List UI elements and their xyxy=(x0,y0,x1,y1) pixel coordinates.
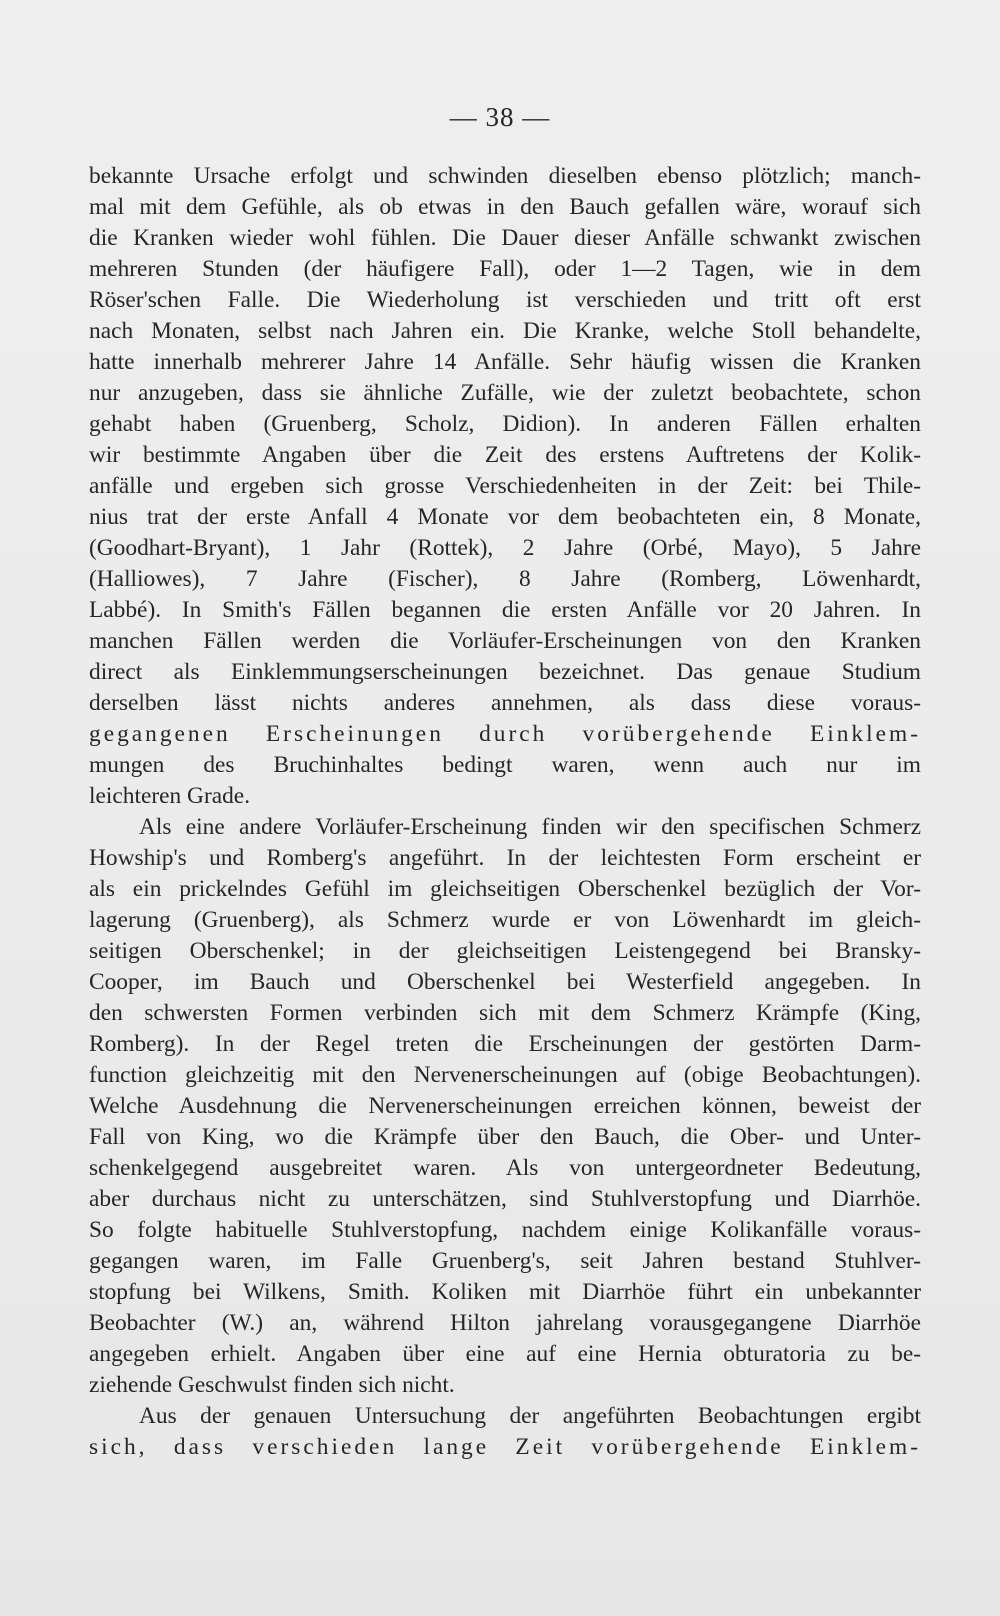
text-line: lagerung (Gruenberg), als Schmerz wurde er von Löwenhardt im gleich- xyxy=(89,907,921,933)
text-line: aber durchaus nicht zu unterschätzen, sind Stuhlverstopfung und Diarrhöe. xyxy=(89,1186,921,1212)
text-line: hatte innerhalb mehrerer Jahre 14 Anfälle. Sehr häufig wissen die Kranken xyxy=(89,349,921,375)
text-line: ziehende Geschwulst finden sich nicht. xyxy=(89,1372,455,1398)
paragraph-1 xyxy=(89,161,921,812)
text-line: nius trat der erste Anfall 4 Monate vor dem beobachteten ein, 8 Monate, xyxy=(89,504,921,530)
text-line: (Goodhart-Bryant), 1 Jahr (Rottek), 2 Jahre (Orbé, Mayo), 5 Jahre xyxy=(89,535,921,561)
paragraph-3 xyxy=(89,1401,921,1463)
text-line: gegangen waren, im Falle Gruenberg's, seit Jahren bestand Stuhlver- xyxy=(89,1248,921,1274)
text-line: direct als Einklemmungserscheinungen bezeichnet. Das genaue Studium xyxy=(89,659,921,685)
text-line: Romberg). In der Regel treten die Erscheinungen der gestörten Darm- xyxy=(89,1031,921,1057)
paragraph-2 xyxy=(89,812,921,1401)
page-number: — 38 — xyxy=(449,102,551,132)
text-line: bekannte Ursache erfolgt und schwinden dieselben ebenso plötzlich; manch- xyxy=(89,163,921,189)
text-line: mungen des Bruchinhaltes bedingt waren, wenn auch nur im xyxy=(89,752,921,778)
text-line: anfälle und ergeben sich grosse Verschiedenheiten in der Zeit: bei Thile- xyxy=(89,473,921,499)
text-line: schenkelgegend ausgebreitet waren. Als von untergeordneter Bedeutung, xyxy=(89,1155,921,1181)
text-line: nur anzugeben, dass sie ähnliche Zufälle, wie der zuletzt beobachtete, schon xyxy=(89,380,921,406)
text-line: gegangenen Erscheinungen durch vorübergehende Einklem- xyxy=(89,721,921,747)
text-line: manchen Fällen werden die Vorläufer-Erscheinungen von den Kranken xyxy=(89,628,921,654)
text-line: seitigen Oberschenkel; in der gleichseitigen Leistengegend bei Bransky- xyxy=(89,938,921,964)
text-line: Aus der genauen Untersuchung der angeführten Beobachtungen ergibt xyxy=(139,1403,921,1429)
text-line: derselben lässt nichts anderes annehmen, als dass diese voraus- xyxy=(89,690,921,716)
text-line: stopfung bei Wilkens, Smith. Koliken mit Diarrhöe führt ein unbekannter xyxy=(89,1279,921,1305)
text-line: leichteren Grade. xyxy=(89,783,251,809)
text-line: Beobachter (W.) an, während Hilton jahrelang vorausgegangene Diarrhöe xyxy=(89,1310,921,1336)
text-line: nach Monaten, selbst nach Jahren ein. Die Kranke, welche Stoll behandelte, xyxy=(89,318,921,344)
text-line: den schwersten Formen verbinden sich mit dem Schmerz Krämpfe (King, xyxy=(89,1000,921,1026)
text-line: Labbé). In Smith's Fällen begannen die ersten Anfälle vor 20 Jahren. In xyxy=(89,597,921,623)
text-line: die Kranken wieder wohl fühlen. Die Dauer dieser Anfälle schwankt zwischen xyxy=(89,225,921,251)
body-text xyxy=(89,161,921,1463)
text-line: Welche Ausdehnung die Nervenerscheinungen erreichen können, beweist der xyxy=(89,1093,921,1119)
text-line: Cooper, im Bauch und Oberschenkel bei Westerfield angegeben. In xyxy=(89,969,921,995)
text-line: mal mit dem Gefühle, als ob etwas in den Bauch gefallen wäre, worauf sich xyxy=(89,194,921,220)
text-line: als ein prickelndes Gefühl im gleichseitigen Oberschenkel bezüglich der Vor- xyxy=(89,876,921,902)
text-line: Howship's und Romberg's angeführt. In der leichtesten Form erscheint er xyxy=(89,845,921,871)
text-line: Röser'schen Falle. Die Wiederholung ist verschieden und tritt oft erst xyxy=(89,287,921,313)
text-line: gehabt haben (Gruenberg, Scholz, Didion). In anderen Fällen erhalten xyxy=(89,411,921,437)
text-line: angegeben erhielt. Angaben über eine auf eine Hernia obturatoria zu be- xyxy=(89,1341,921,1367)
text-line: mehreren Stunden (der häufigere Fall), oder 1—2 Tagen, wie in dem xyxy=(89,256,921,282)
text-line: Fall von King, wo die Krämpfe über den Bauch, die Ober- und Unter- xyxy=(89,1124,921,1150)
text-line: wir bestimmte Angaben über die Zeit des erstens Auftretens der Kolik- xyxy=(89,442,921,468)
text-line: function gleichzeitig mit den Nervenerscheinungen auf (obige Beobachtungen). xyxy=(89,1062,921,1088)
text-line: (Halliowes), 7 Jahre (Fischer), 8 Jahre (Romberg, Löwenhardt, xyxy=(89,566,921,592)
text-line: sich, dass verschieden lange Zeit vorübergehende Einklem- xyxy=(89,1434,921,1460)
text-line: Als eine andere Vorläufer-Erscheinung finden wir den specifischen Schmerz xyxy=(139,814,921,840)
text-line: So folgte habituelle Stuhlverstopfung, nachdem einige Kolikanfälle voraus- xyxy=(89,1217,921,1243)
